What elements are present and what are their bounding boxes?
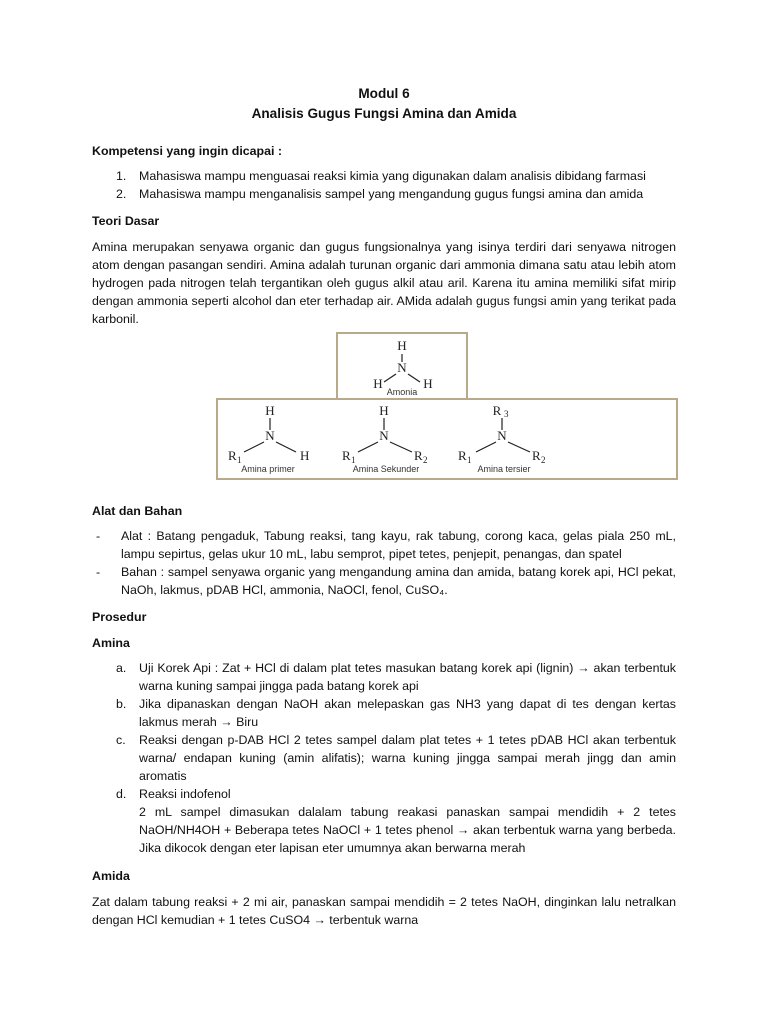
atom-label: N <box>379 428 389 443</box>
atom-subscript: 2 <box>423 455 428 465</box>
list-item <box>92 563 676 599</box>
atom-label: H <box>265 403 275 418</box>
structure-caption: Amina primer <box>241 464 295 474</box>
atom-label: R <box>414 448 423 463</box>
amonia-structure <box>336 332 468 400</box>
atom-label: H <box>300 448 310 463</box>
atom-label: R <box>532 448 541 463</box>
atom-label: R <box>458 448 467 463</box>
atom-label: H <box>379 403 389 418</box>
list-item <box>92 731 676 785</box>
atom-label: H <box>423 376 433 391</box>
list-item <box>92 659 676 695</box>
list-item-text: Bahan : sampel senyawa organic yang mengandung amina dan amida, batang korek api, HCl pekat, NaOh, lakmus, pDAB HCl, ammonia, NaOCl, fenol, CuSO₄. <box>121 565 676 597</box>
atom-label: R <box>342 448 351 463</box>
list-item-text: Mahasiswa mampu menguasai reaksi kimia yang digunakan dalam analisis dibidang farmasi <box>139 169 646 183</box>
structure-caption: Amina tersier <box>477 464 531 474</box>
list-marker: 1. <box>116 169 127 183</box>
list-item <box>92 527 676 563</box>
amida-paragraph: Zat dalam tabung reaksi + 2 mi air, panaskan sampai mendidih = 2 tetes NaOH, dinginkan lalu netralkan dengan HCl kemudian + 1 tetes CuSO4 → terbentuk warna <box>92 895 676 927</box>
list-marker: a. <box>116 661 127 675</box>
list-item-text: Reaksi dengan p-DAB HCl 2 tetes sampel dalam plat tetes + 1 tetes pDAB HCl akan terbentuk warna/ endapan kuning (amin alifatis); warna kuning jingga sampai merah jingg dan amin aromatis <box>139 733 676 783</box>
list-item-text: Reaksi indofenol <box>139 787 231 801</box>
list-marker: - <box>96 565 101 579</box>
atom-subscript: 2 <box>541 455 546 465</box>
amina-procedure-list <box>92 659 676 857</box>
alat-bahan-list <box>92 527 676 599</box>
list-item-text: Alat : Batang pengaduk, Tabung reaksi, tang kayu, rak tabung, corong kaca, gelas piala 250 mL, lampu sepirtus, gelas ukur 10 mL, labu semprot, pipet tetes, penjepit, penangas, dan spatel <box>121 529 676 561</box>
list-item-detail: 2 mL sampel dimasukan dalalam tabung reakasi panaskan sampai mendidih + 2 tetes NaOH/NH4OH + Beberapa tetes NaOCl + 1 tetes phenol → akan terbentuk warna yang berbeda. Jika dikocok dengan eter lapisan eter umumnya akan berwarna merah <box>139 805 676 855</box>
kompetensi-heading: Kompetensi yang ingin dicapai : <box>92 144 283 158</box>
list-item <box>92 695 676 731</box>
atom-label: R <box>492 403 502 418</box>
amida-heading: Amida <box>92 869 130 883</box>
amina-primer-structure <box>228 403 309 474</box>
page-title: Analisis Gugus Fungsi Amina dan Amida <box>251 106 517 121</box>
atom-label: N <box>397 360 407 375</box>
teori-heading: Teori Dasar <box>92 214 160 228</box>
atom-label: H <box>373 376 383 391</box>
amine-structures-figure <box>92 332 676 486</box>
amina-sekunder-structure <box>342 403 428 474</box>
list-marker: - <box>96 529 101 543</box>
atom-label: R <box>228 448 237 463</box>
list-marker: d. <box>116 787 127 801</box>
document-page <box>92 84 676 929</box>
module-number: Modul 6 <box>358 86 410 101</box>
list-item-text: Jika dipanaskan dengan NaOH akan melepaskan gas NH3 yang dapat di tes dengan kertas lakmus merah → Biru <box>139 697 676 729</box>
atom-label: N <box>497 428 507 443</box>
structure-caption: Amonia <box>386 387 418 397</box>
list-item-text: Uji Korek Api : Zat + HCl di dalam plat tetes masukan batang korek api (lignin) → akan terbentuk warna kuning sampai jingga pada batang korek api <box>139 661 676 693</box>
list-marker: b. <box>116 697 127 711</box>
list-item <box>92 167 676 185</box>
teori-paragraph: Amina merupakan senyawa organic dan gugus fungsionalnya yang isinya terdiri dari senyawa nitrogen atom dengan pasangan sendiri. Amina adalah turunan organic dari ammonia dimana satu atau lebih atom hydrogen pada nitrogen telah tergantikan oleh gugus alkil atau aril. Karena itu amina memiliki sifat mirip dengan ammonia seperti alcohol dan eter terhadap air. AMida adalah gugus fungsi amin yang terikat pada karbonil. <box>92 240 676 326</box>
list-item-text: Mahasiswa mampu menganalisis sampel yang mengandung gugus fungsi amina dan amida <box>139 187 644 201</box>
structure-caption: Amina Sekunder <box>352 464 420 474</box>
kompetensi-list <box>92 167 676 203</box>
prosedur-heading: Prosedur <box>92 610 147 624</box>
list-item <box>92 185 676 203</box>
atom-subscript: 1 <box>467 455 472 465</box>
atom-subscript: 1 <box>351 455 356 465</box>
amina-tersier-structure <box>458 403 546 474</box>
amine-types-structures <box>216 398 678 480</box>
atom-subscript: 3 <box>504 409 509 419</box>
alat-heading: Alat dan Bahan <box>92 504 183 518</box>
list-marker: c. <box>116 733 126 747</box>
atom-label: N <box>265 428 275 443</box>
atom-subscript: 1 <box>237 455 242 465</box>
atom-label: H <box>397 338 407 353</box>
list-item <box>92 785 676 857</box>
list-marker: 2. <box>116 187 127 201</box>
amina-heading: Amina <box>92 636 130 650</box>
